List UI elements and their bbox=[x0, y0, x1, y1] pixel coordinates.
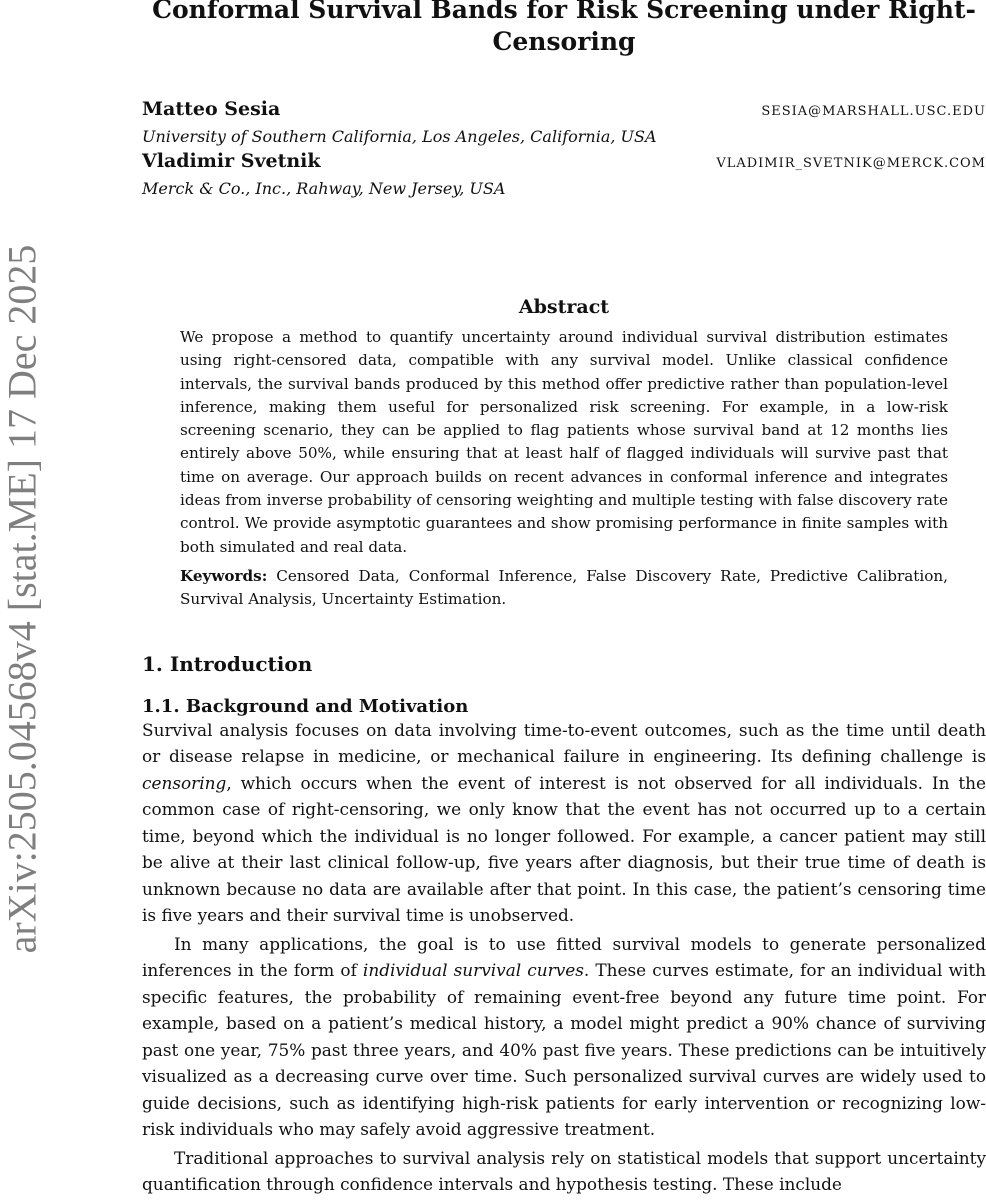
introduction-body bbox=[142, 717, 986, 1198]
author-email-2[interactable]: VLADIMIR_SVETNIK@MERCK.COM bbox=[716, 156, 986, 171]
paragraph-1: Survival analysis focuses on data involving time-to-event outcomes, such as the time until death or disease relapse in medicine, or mechanical failure in engineering. Its defining challenge is censoring, which occurs when the event of interest is not observed for all individuals. In the common case of right-censoring, we only know that the event has not occurred up to a certain time, beyond which the individual is no longer followed. For example, a cancer patient may still be alive at their last clinical follow-up, five years after diagnosis, but their true time of death is unknown because no data are available after that point. In this case, the patient’s censoring time is five years and their survival time is unobserved. bbox=[142, 719, 986, 926]
emphasis-censoring: censoring bbox=[142, 772, 227, 793]
paper-title: Conformal Survival Bands for Risk Screening under Right-Censoring bbox=[152, 0, 976, 56]
abstract-text: We propose a method to quantify uncertainty around individual survival distribution estimates using right-censored data, compatible with any survival model. Unlike classical confidence intervals, the survival bands produced by this method offer predictive rather than population-level inference, making them useful for personalized risk screening. For example, in a low-risk screening scenario, they can be applied to flag patients whose survival band at 12 months lies entirely above 50%, while ensuring that at least half of flagged individuals will survive past that time on average. Our approach builds on recent advances in conformal inference and integrates ideas from inverse probability of censoring weighting and multiple testing with false discovery rate control. We provide asymptotic guarantees and show promising performance in finite samples with both simulated and real data. bbox=[180, 328, 948, 556]
keywords-label: Keywords: bbox=[180, 566, 268, 585]
author-name-1: Matteo Sesia bbox=[142, 98, 281, 120]
subsection-heading-background: 1.1. Background and Motivation bbox=[142, 695, 469, 717]
paragraph-2: In many applications, the goal is to use fitted survival models to generate personalized inferences in the form of individual survival curves. These curves estimate, for an individual with specific features, the probability of remaining event-free beyond any future time point. For example, based on a patient’s medical history, a model might predict a 90% chance of surviving past one year, 75% past three years, and 40% past five years. These predictions can be intuitively visualized as a decreasing curve over time. Such personalized survival curves are widely used to guide decisions, such as identifying high-risk patients for early intervention or recognizing low-risk individuals who may safely avoid aggressive treatment. bbox=[142, 933, 986, 1140]
author-affiliation-2: Merck & Co., Inc., Rahway, New Jersey, USA bbox=[142, 179, 506, 198]
keywords-list: Censored Data, Conformal Inference, False Discovery Rate, Predictive Calibration, Survival Analysis, Uncertainty Estimation. bbox=[180, 566, 949, 609]
emphasis-individual-survival-curves: individual survival curves bbox=[362, 960, 584, 981]
paper-page bbox=[142, 0, 986, 1198]
author-row-1 bbox=[142, 98, 986, 124]
author-row-2 bbox=[142, 150, 986, 176]
arxiv-identifier-text: arXiv:2505.04568v4 [stat.ME] 17 Dec 2025 bbox=[0, 244, 45, 954]
author-block bbox=[142, 98, 986, 202]
section-heading-introduction: 1. Introduction bbox=[142, 651, 313, 676]
arxiv-identifier-stamp bbox=[0, 238, 44, 960]
paragraph-3: Traditional approaches to survival analysis rely on statistical models that support uncertainty quantification through confidence intervals and hypothesis testing. These include bbox=[142, 1147, 986, 1195]
abstract-heading: Abstract bbox=[518, 296, 610, 318]
author-affiliation-1: University of Southern California, Los Angeles, California, USA bbox=[142, 127, 657, 146]
author-name-2: Vladimir Svetnik bbox=[142, 150, 321, 172]
author-email-1[interactable]: SESIA@MARSHALL.USC.EDU bbox=[761, 104, 986, 119]
keywords bbox=[180, 565, 948, 612]
abstract-section bbox=[142, 296, 986, 612]
